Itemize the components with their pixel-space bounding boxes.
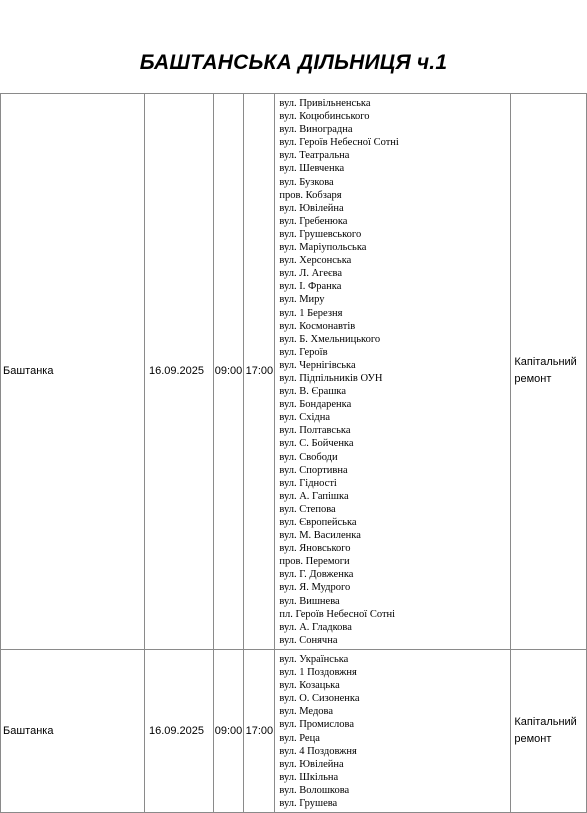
- table-row: [1, 649, 587, 812]
- street-item: вул. О. Сизоненка: [279, 693, 360, 705]
- work-type-cell: Капітальний ремонт: [511, 649, 587, 812]
- street-item: вул. Я. Мудрого: [279, 582, 351, 594]
- street-item: вул. Л. Агеєва: [279, 268, 342, 280]
- street-item: вул. Європейська: [279, 517, 357, 528]
- page-title: БАШТАНСЬКА ДІЛЬНИЦЯ ч.1: [139, 51, 448, 74]
- street-item: вул. Гребенюка: [279, 215, 348, 227]
- street-item: вул. І. Франка: [279, 281, 342, 293]
- street-item: вул. Козацька: [279, 680, 340, 692]
- street-item: вул. Свободи: [279, 451, 338, 463]
- street-item: пров. Кобзаря: [279, 189, 342, 201]
- street-item: вул. Шевченка: [279, 163, 345, 175]
- street-item: вул. Героїв: [279, 346, 328, 358]
- street-item: вул. Гідності: [279, 477, 337, 489]
- street-item: пров. Перемоги: [279, 556, 350, 568]
- street-item: вул. Театральна: [279, 150, 350, 162]
- streets-cell: [275, 94, 511, 650]
- street-item: вул. Миру: [279, 294, 325, 306]
- street-item: вул. Привільненська: [279, 98, 371, 109]
- locality-cell: Баштанка: [1, 94, 145, 650]
- street-item: вул. Грушевського: [279, 228, 362, 240]
- streets-cell: [275, 649, 511, 812]
- street-list: [279, 650, 510, 812]
- street-item: пл. Героїв Небесної Сотні: [279, 608, 396, 620]
- street-item: вул. Чернігівська: [279, 359, 356, 371]
- work-type-cell: Капітальний ремонт: [511, 94, 587, 650]
- outage-schedule-table: [0, 93, 587, 813]
- street-item: вул. Г. Довженка: [279, 569, 354, 581]
- street-item: вул. Вишнева: [279, 595, 340, 607]
- street-item: вул. М. Василенка: [279, 530, 361, 542]
- street-item: вул. Полтавська: [279, 425, 351, 437]
- street-item: вул. С. Бойченка: [279, 438, 354, 450]
- street-item: вул. Українська: [279, 653, 349, 665]
- street-item: вул. Сонячна: [279, 634, 338, 646]
- street-item: вул. В. Єрашка: [279, 386, 347, 398]
- street-item: вул. Медова: [279, 706, 334, 718]
- street-item: вул. Промислова: [279, 719, 354, 731]
- street-item: вул. Бузкова: [279, 176, 334, 188]
- street-item: вул. Виноградна: [279, 124, 353, 136]
- date-cell: 16.09.2025: [144, 649, 213, 812]
- street-item: вул. Маріупольська: [279, 242, 367, 254]
- street-item: вул. Волошкова: [279, 784, 350, 796]
- street-item: вул. Степова: [279, 503, 336, 515]
- time-to-cell: 17:00: [244, 649, 275, 812]
- street-item: вул. Яновського: [279, 543, 351, 555]
- time-to-cell: 17:00: [244, 94, 275, 650]
- street-list: [279, 94, 510, 649]
- street-item: вул. 1 Березня: [279, 307, 343, 319]
- street-item: вул. Космонавтів: [279, 320, 356, 332]
- time-from-cell: 09:00: [213, 94, 244, 650]
- street-item: вул. Херсонська: [279, 255, 352, 267]
- locality-cell: Баштанка: [1, 649, 145, 812]
- street-item: вул. Ювілейна: [279, 202, 344, 214]
- street-item: вул. Грушева: [279, 797, 338, 809]
- street-item: вул. Ювілейна: [279, 758, 344, 770]
- street-item: вул. Спортивна: [279, 464, 348, 476]
- street-item: вул. Шкільна: [279, 771, 339, 783]
- street-item: вул. 1 Поздовжня: [279, 667, 357, 679]
- street-item: вул. Героїв Небесної Сотні: [279, 137, 399, 149]
- date-cell: 16.09.2025: [144, 94, 213, 650]
- street-item: вул. А. Гапішка: [279, 490, 349, 502]
- street-item: вул. Реца: [279, 732, 320, 744]
- street-item: вул. 4 Поздовжня: [279, 745, 357, 757]
- street-item: вул. Підпільників ОУН: [279, 372, 383, 384]
- street-item: вул. Коцюбинського: [279, 111, 370, 123]
- street-item: вул. А. Гладкова: [279, 621, 352, 633]
- street-item: вул. Б. Хмельницького: [279, 333, 381, 345]
- street-item: вул. Східна: [279, 412, 331, 424]
- time-from-cell: 09:00: [213, 649, 244, 812]
- table-row: [1, 94, 587, 650]
- street-item: вул. Бондаренка: [279, 399, 352, 411]
